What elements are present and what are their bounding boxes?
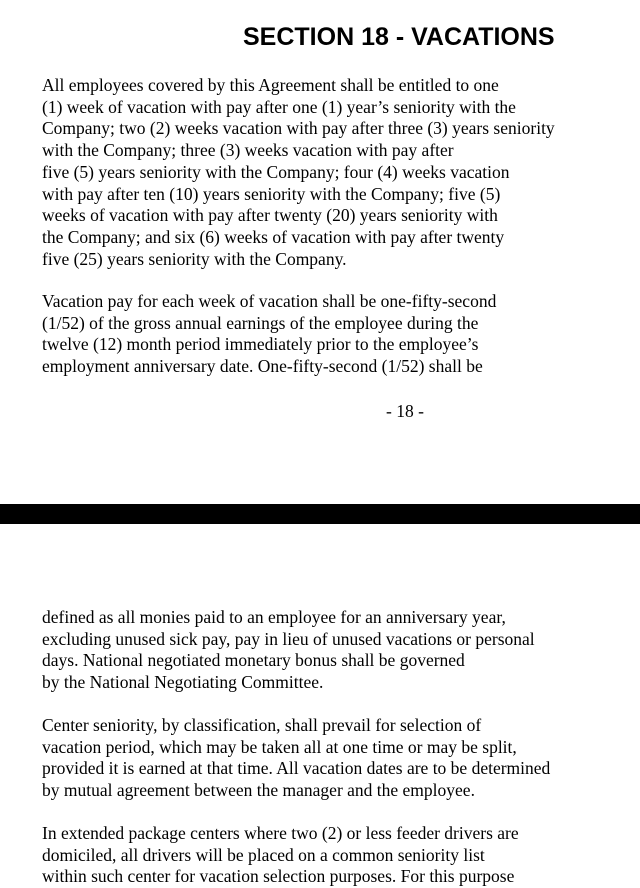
text-line: domiciled, all drivers will be placed on a common seniority list [42, 844, 485, 865]
text-line: In extended package centers where two (2) or less feeder drivers are [42, 823, 519, 843]
text-line: with pay after ten (10) years seniority with the Company; five (5) [42, 183, 501, 204]
text-line: five (5) years seniority with the Company; four (4) weeks vacation [42, 161, 510, 182]
text-line: provided it is earned at that time. All vacation dates are to be determined [42, 758, 551, 779]
text-line: within such center for vacation selection purposes. For this purpose [42, 866, 515, 887]
section-title: SECTION 18 - VACATIONS [243, 23, 555, 51]
paragraph-center-seniority [42, 715, 550, 802]
text-line: twelve (12) month period immediately prior to the employee’s [42, 334, 479, 355]
text-line: Company; two (2) weeks vacation with pay after three (3) years seniority [42, 118, 555, 139]
text-line: by the National Negotiating Committee. [42, 672, 324, 693]
paragraph-vacation-entitlement [42, 75, 555, 270]
page-number: - 18 - [386, 401, 424, 421]
text-line: five (25) years seniority with the Company. [42, 248, 347, 269]
text-line: excluding unused sick pay, pay in lieu of unused vacations or personal [42, 628, 535, 649]
paragraph-monies-definition [42, 607, 535, 694]
text-line: defined as all monies paid to an employee for an anniversary year, [42, 607, 506, 627]
page-divider [0, 504, 640, 524]
paragraph-vacation-pay [42, 291, 496, 378]
text-line: employment anniversary date. One-fifty-second (1/52) shall be [42, 356, 483, 377]
text-line: days. National negotiated monetary bonus shall be governed [42, 650, 465, 671]
text-line: by mutual agreement between the manager and the employee. [42, 780, 475, 801]
text-line: All employees covered by this Agreement shall be entitled to one [42, 75, 499, 95]
text-line: (1/52) of the gross annual earnings of the employee during the [42, 312, 479, 333]
text-line: Vacation pay for each week of vacation shall be one-fifty-second [42, 291, 497, 311]
text-line: the Company; and six (6) weeks of vacation with pay after twenty [42, 226, 505, 247]
text-line: with the Company; three (3) weeks vacation with pay after [42, 140, 454, 161]
text-line: Center seniority, by classification, shall prevail for selection of [42, 715, 482, 735]
text-line: vacation period, which may be taken all at one time or may be split, [42, 736, 517, 757]
text-line: weeks of vacation with pay after twenty (20) years seniority with [42, 205, 498, 226]
paragraph-extended-package-centers [42, 823, 519, 888]
text-line: (1) week of vacation with pay after one (1) year’s seniority with the [42, 96, 516, 117]
